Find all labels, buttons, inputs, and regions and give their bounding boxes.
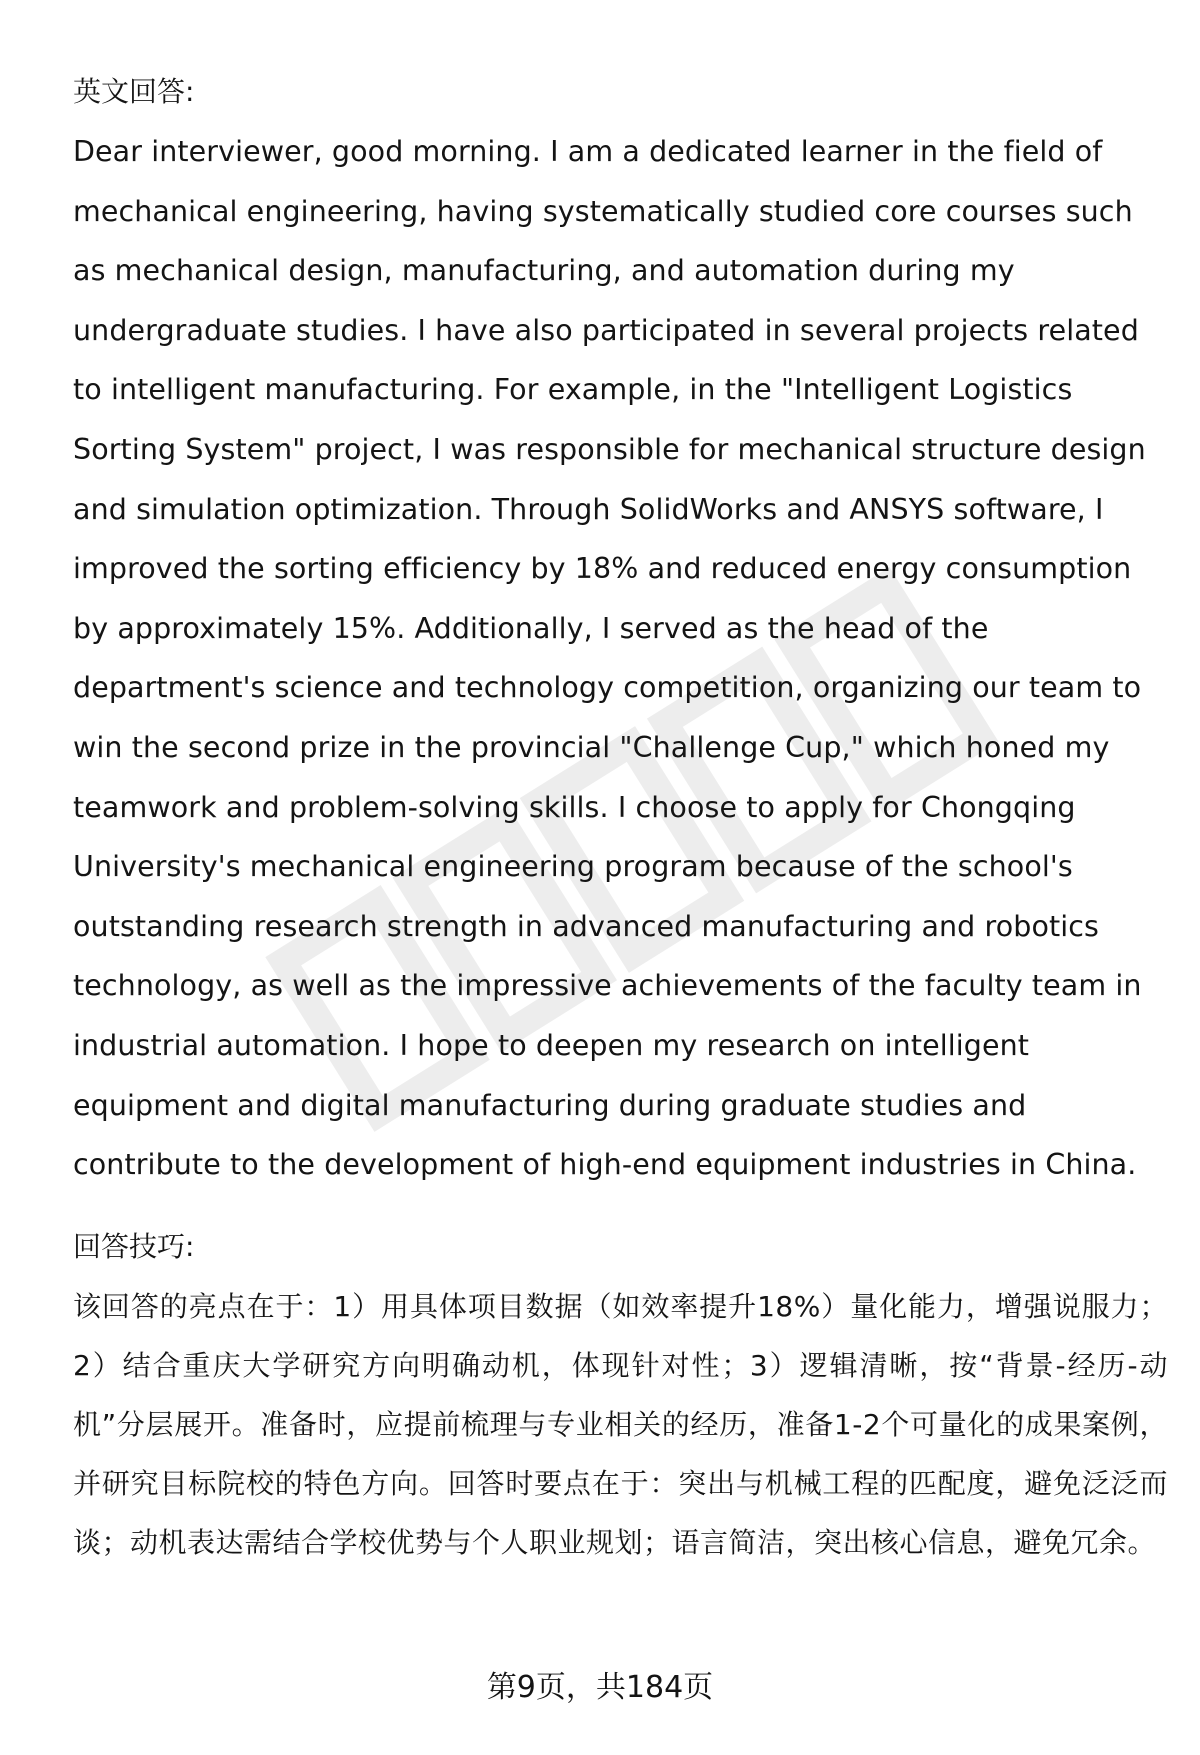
page-number: 第9页，共184页 [486, 1670, 714, 1705]
answer-tips-heading: 回答技巧: [73, 1229, 195, 1263]
document-content [73, 62, 1168, 1572]
english-answer-heading: 英文回答: [73, 75, 195, 108]
english-answer-text: Dear interviewer, good morning. I am a dedicated learner in the field of mechanical engineering, having systematically studied core courses such as mechanical design, manufacturing, and automation during my undergraduate studies. I have also participated in several projects related to intelligent manufacturing. For example, in the "Intelligent Logistics Sorting System" project, I was responsible for mechanical structure design and simulation optimization. Through SolidWorks and ANSYS software, I improved the sorting efficiency by 18% and reduced energy consumption by approximately 15%. Additionally, I served as the head of the department's science and technology competition, organizing our team to win the second prize in the provincial "Challenge Cup," which honed my teamwork and problem-solving skills. I choose to apply for Chongqing University's mechanical engineering program because of the school's outstanding research strength in advanced manufacturing and robotics technology, as well as the impressive achievements of the faculty team in industrial automation. I hope to deepen my research on intelligent equipment and digital manufacturing during graduate studies and contribute to the development of high-end equipment industries in China. [73, 135, 1146, 1182]
answer-tips-text: 该回答的亮点在于：1）用具体项目数据（如效率提升18%）量化能力，增强说服力；2）结合重庆大学研究方向明确动机，体现针对性；3）逻辑清晰，按“背景-经历-动机”分层展开。准备时，应提前梳理与专业相关的经历，准备1-2个可量化的成果案例，并研究目标院校的特色方向。回答时要点在于：突出与机械工程的匹配度，避免泛泛而谈；动机表达需结合学校优势与个人职业规划；语言简洁，突出核心信息，避免冗余。 [73, 1289, 1168, 1559]
